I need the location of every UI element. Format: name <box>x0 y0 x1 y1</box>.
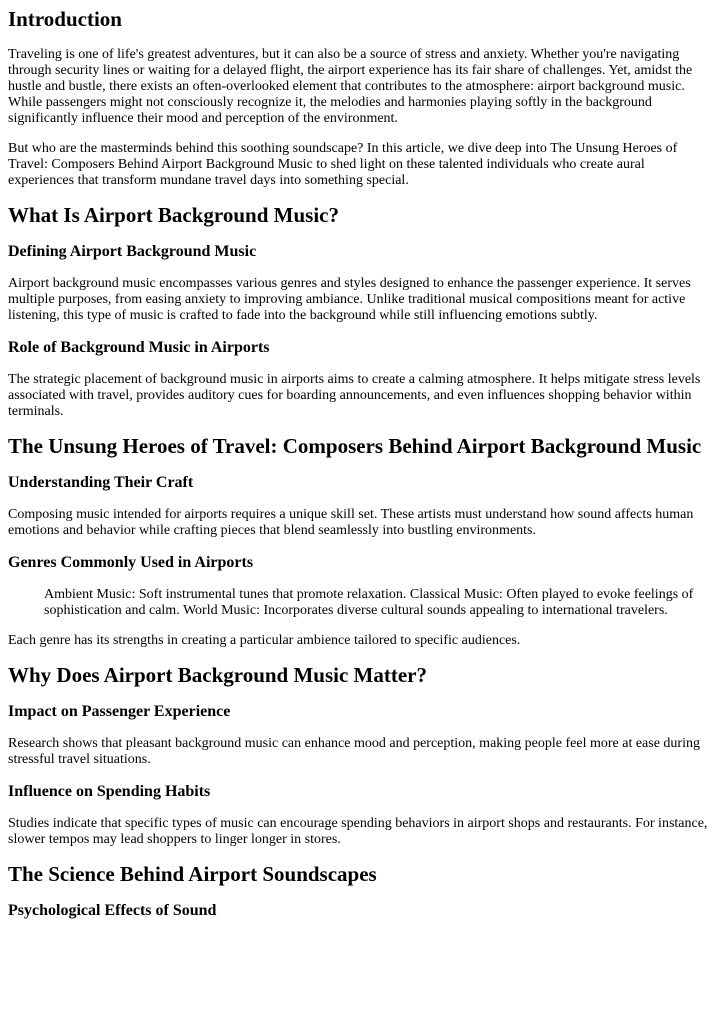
heading-why-matters: Why Does Airport Background Music Matter? <box>8 663 428 687</box>
heading-unsung-heroes: The Unsung Heroes of Travel: Composers Behind Airport Background Music <box>8 434 702 458</box>
article <box>0 7 720 920</box>
heading-what-is: What Is Airport Background Music? <box>8 203 339 227</box>
impact-paragraph: Research shows that pleasant background music can enhance mood and perception, making people feel more at ease during stressful travel situations. <box>8 736 700 767</box>
subheading-role: Role of Background Music in Airports <box>8 339 270 356</box>
heading-introduction: Introduction <box>8 7 122 31</box>
genres-paragraph: Each genre has its strengths in creating a particular ambience tailored to specific audiences. <box>8 633 521 648</box>
spending-paragraph: Studies indicate that specific types of music can encourage spending behaviors in airport shops and restaurants. For instance, slower tempos may lead shoppers to linger longer in stores. <box>8 816 708 847</box>
subheading-impact: Impact on Passenger Experience <box>8 703 231 720</box>
defining-paragraph: Airport background music encompasses various genres and styles designed to enhance the passenger experience. It serves multiple purposes, from easing anxiety to improving ambiance. Unlike traditional musical compositions meant for active listening, this type of music is crafted to fade into the background while still influencing emotions subtly. <box>8 276 691 323</box>
role-paragraph: The strategic placement of background music in airports aims to create a calming atmosphere. It helps mitigate stress levels associated with travel, provides auditory cues for boarding announcements, and even influences shopping behavior within terminals. <box>8 372 701 419</box>
subheading-craft: Understanding Their Craft <box>8 474 194 491</box>
subheading-defining: Defining Airport Background Music <box>8 243 257 260</box>
craft-paragraph: Composing music intended for airports requires a unique skill set. These artists must understand how sound affects human emotions and behavior while crafting pieces that blend seamlessly into bustling environments. <box>8 507 694 538</box>
subheading-spending: Influence on Spending Habits <box>8 783 211 800</box>
heading-science: The Science Behind Airport Soundscapes <box>8 862 377 886</box>
intro-paragraph-1: Traveling is one of life's greatest adventures, but it can also be a source of stress and anxiety. Whether you're navigating through security lines or waiting for a delayed flight, the airport experience has its fair share of challenges. Yet, amidst the hustle and bustle, there exists an often-overlooked element that contributes to the atmosphere: airport background music. While passengers might not consciously recognize it, the melodies and harmonies playing softly in the background significantly influence their mood and perception of the environment. <box>8 47 693 126</box>
intro-paragraph-2: But who are the masterminds behind this soothing soundscape? In this article, we dive deep into The Unsung Heroes of Travel: Composers Behind Airport Background Music to shed light on these talented individuals who create aural experiences that transform mundane travel days into something special. <box>8 141 678 188</box>
subheading-genres: Genres Commonly Used in Airports <box>8 554 254 571</box>
subheading-psychological: Psychological Effects of Sound <box>8 902 217 919</box>
genres-blockquote: Ambient Music: Soft instrumental tunes that promote relaxation. Classical Music: Often played to evoke feelings of sophistication and calm. World Music: Incorporates diverse cultural sounds appealing to international travelers. <box>44 587 694 618</box>
